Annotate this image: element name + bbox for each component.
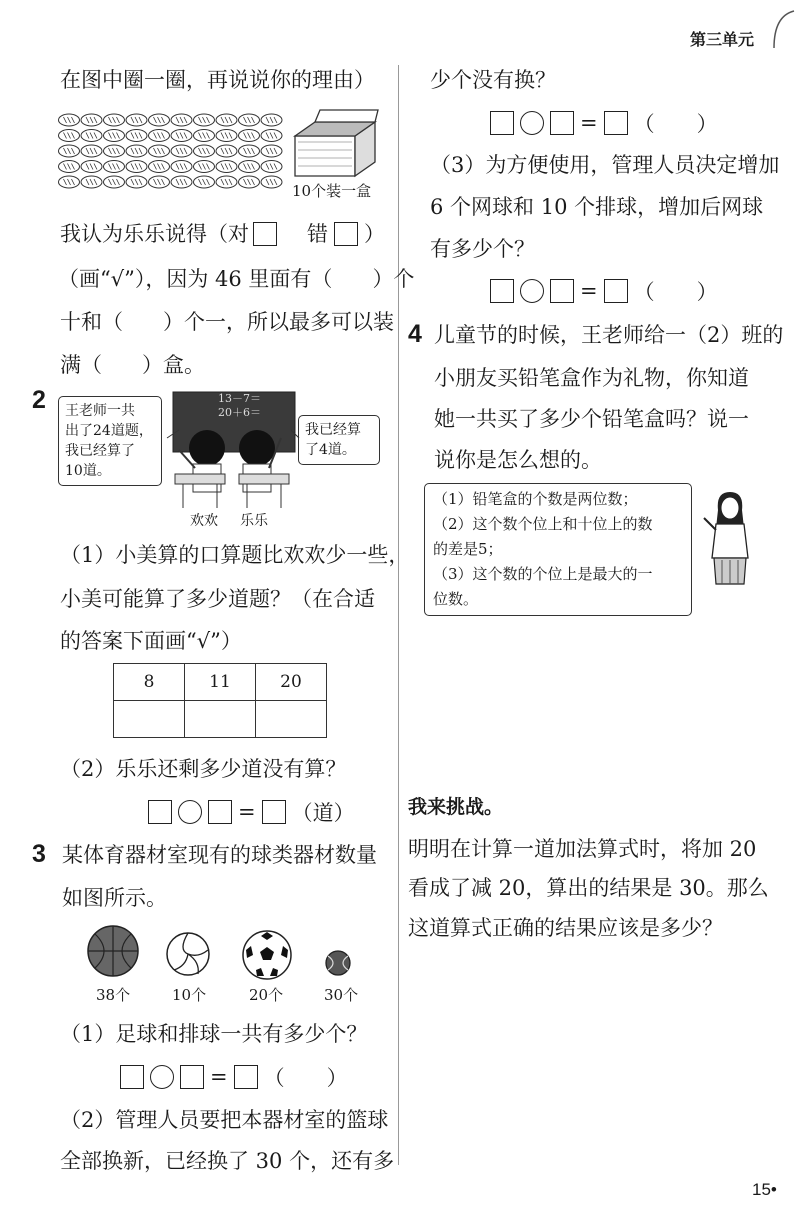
- basketball-icon: [85, 924, 145, 980]
- eq-op-circle[interactable]: [520, 279, 544, 303]
- bread-roll-icon: [104, 176, 125, 188]
- bread-roll-icon: [194, 114, 215, 126]
- eq-unit: （ ）: [633, 112, 718, 136]
- q1-line1-a: 我认为乐乐说得（对: [60, 222, 249, 246]
- q2-sub1-line2: 小美可能算了多少道题？（在合适: [60, 587, 375, 611]
- eq-unit: （道）: [291, 801, 355, 825]
- unit-title: 第三单元: [690, 32, 755, 49]
- q2-equation: = （道）: [148, 797, 355, 827]
- bread-roll-icon: [81, 161, 102, 173]
- eq-box-2[interactable]: [180, 1065, 204, 1089]
- clue-line: （1）铅笔盒的个数是两位数；: [433, 490, 638, 508]
- eq-result-box[interactable]: [604, 111, 628, 135]
- bubble-line: 我已经算: [305, 422, 361, 438]
- q3-sub3-line1: （3）为方便使用，管理人员决定增加: [430, 153, 780, 177]
- box-icon: [290, 108, 382, 178]
- bread-roll-icon: [81, 130, 102, 142]
- eq-op-circle[interactable]: [520, 111, 544, 135]
- bread-roll-icon: [239, 176, 260, 188]
- answer-box-right[interactable]: [253, 222, 277, 246]
- q3-equation-3: = （ ）: [490, 276, 718, 306]
- eq-result-box[interactable]: [234, 1065, 258, 1089]
- volleyball-icon: [164, 930, 212, 978]
- bread-roll-icon: [59, 114, 80, 126]
- bread-roll-icon: [261, 176, 282, 188]
- bread-roll-icon: [104, 114, 125, 126]
- bread-roll-icon: [81, 176, 102, 188]
- bread-roll-icon: [126, 176, 147, 188]
- clue-box: [424, 483, 692, 616]
- option-20: 20: [256, 664, 327, 701]
- bread-roll-icon: [104, 161, 125, 173]
- name-huanhuan: 欢欢: [190, 513, 218, 529]
- bread-roll-icon: [194, 161, 215, 173]
- q4-number: 4: [408, 320, 422, 348]
- bread-roll-icon: [261, 145, 282, 157]
- bread-roll-icon: [126, 130, 147, 142]
- option-check-20[interactable]: [256, 701, 327, 738]
- q3-equation-1: = （ ）: [120, 1062, 348, 1092]
- bubble-line: 出了24道题，: [65, 423, 153, 439]
- bubble-line: 王老师一共: [65, 403, 135, 419]
- q2-sub1-line3: 的答案下面画“√”）: [60, 629, 242, 653]
- bread-roll-icon: [239, 114, 260, 126]
- soccer-ball-icon: [240, 928, 294, 982]
- bread-roll-icon: [149, 114, 170, 126]
- q3-sub2-line1: （2）管理人员要把本器材室的篮球: [60, 1108, 389, 1132]
- clue-line: 的差是5；: [433, 540, 503, 558]
- bread-roll-icon: [216, 114, 237, 126]
- eq-box-1[interactable]: [120, 1065, 144, 1089]
- challenge-line1: 明明在计算一道加法算式时，将加 20: [408, 837, 757, 861]
- bread-roll-icon: [216, 145, 237, 157]
- bread-roll-icon: [261, 114, 282, 126]
- clue-line: （3）这个数的个位上是最大的一: [433, 565, 653, 583]
- q1-line3: [60, 310, 394, 334]
- bread-roll-icon: [59, 130, 80, 142]
- bread-roll-icon: [171, 114, 192, 126]
- bread-roll-icon: [261, 161, 282, 173]
- bubble-line: 了4道。: [305, 442, 356, 458]
- column-divider: [398, 65, 399, 1165]
- tennis-ball-icon: [323, 948, 353, 978]
- speech-bubble-huanhuan: [58, 396, 162, 486]
- option-check-11[interactable]: [185, 701, 256, 738]
- bread-roll-icon: [239, 161, 260, 173]
- q3-sub3-line2: 6 个网球和 10 个排球，增加后网球: [430, 195, 764, 219]
- clue-line: 位数。: [433, 590, 479, 608]
- q4-text-line4: 说你是怎么想的。: [434, 448, 602, 472]
- q1-line2-a: （画“√”），因为 46 里面有（: [58, 267, 333, 291]
- eq-unit: （ ）: [633, 280, 718, 304]
- corner-curve-icon: [766, 8, 796, 53]
- q3-text-line1: 某体育器材室现有的球类器材数量: [62, 843, 377, 867]
- q1-line1-c: ）: [364, 222, 385, 246]
- bread-roll-icon: [194, 176, 215, 188]
- volleyball-count: 10个: [172, 986, 207, 1004]
- basketball-count: 38个: [96, 986, 131, 1004]
- q4-text-line2: 小朋友买铅笔盒作为礼物，你知道: [434, 366, 749, 390]
- q1-line3-a: 十和（: [60, 310, 123, 334]
- bread-roll-icon: [261, 130, 282, 142]
- bread-roll-icon: [149, 145, 170, 157]
- bread-roll-icon: [171, 145, 192, 157]
- option-8: 8: [114, 664, 185, 701]
- answer-box-wrong[interactable]: [334, 222, 358, 246]
- soccer-count: 20个: [249, 986, 284, 1004]
- bread-roll-icon: [239, 130, 260, 142]
- eq-box-1[interactable]: [148, 800, 172, 824]
- bread-roll-icon: [81, 145, 102, 157]
- eq-box-1[interactable]: [490, 279, 514, 303]
- bread-roll-icon: [216, 176, 237, 188]
- eq-op-circle[interactable]: [150, 1065, 174, 1089]
- q3-sub1: （1）足球和排球一共有多少个？: [60, 1022, 368, 1046]
- option-11: 11: [185, 664, 256, 701]
- bread-roll-icon: [216, 130, 237, 142]
- bread-roll-icon: [126, 114, 147, 126]
- page-number: 15•: [752, 1180, 777, 1199]
- eq-op-circle[interactable]: [178, 800, 202, 824]
- bread-roll-icon: [59, 176, 80, 188]
- bread-roll-icon: [171, 161, 192, 173]
- q4-text-line1: 儿童节的时候，王老师给一（2）班的: [434, 323, 784, 347]
- bread-roll-icon: [149, 176, 170, 188]
- q4-text-line3: 她一共买了多少个铅笔盒吗？说一: [434, 407, 749, 431]
- speech-bubble-lele: [298, 415, 380, 465]
- eq-unit: （ ）: [263, 1066, 348, 1090]
- eq-box-1[interactable]: [490, 111, 514, 135]
- q1-line4-b: ）盒。: [142, 353, 205, 377]
- q1-line2-b: ）个: [372, 267, 415, 291]
- bread-roll-icon: [104, 145, 125, 157]
- q2-number: 2: [32, 386, 46, 414]
- q1-line2: [58, 267, 414, 291]
- q1-line4: [60, 353, 205, 377]
- q1-line3-b: ）个一，所以最多可以装: [163, 310, 394, 334]
- eq-result-box[interactable]: [262, 800, 286, 824]
- board-text: [218, 392, 261, 420]
- bread-icon: [58, 112, 290, 192]
- bread-roll-icon: [59, 161, 80, 173]
- bread-roll-icon: [194, 130, 215, 142]
- challenge-title: 我来挑战。: [408, 796, 504, 818]
- bread-roll-icon: [104, 130, 125, 142]
- teacher-icon: [700, 488, 760, 588]
- q2-sub1-line1: （1）小美算的口算题比欢欢少一些，: [60, 543, 410, 567]
- bread-roll-icon: [81, 114, 102, 126]
- q3-equation-2: = （ ）: [490, 108, 718, 138]
- eq-box-2[interactable]: [550, 111, 574, 135]
- eq-box-2[interactable]: [550, 279, 574, 303]
- q2-options-table: [113, 663, 327, 738]
- bread-roll-icon: [149, 130, 170, 142]
- q1-intro: 在图中圈一圈，再说说你的理由）: [60, 68, 375, 92]
- q1-line1-b: 错: [307, 222, 328, 246]
- q2-sub2: （2）乐乐还剩多少道没有算？: [60, 757, 347, 781]
- bread-roll-icon: [149, 161, 170, 173]
- bubble-line: 我已经算了: [65, 443, 135, 459]
- name-lele: 乐乐: [240, 513, 268, 529]
- q3-sub2-cont: 少个没有换？: [430, 68, 556, 92]
- page-number-value: 15: [752, 1180, 771, 1199]
- q3-sub3-line3: 有多少个？: [430, 237, 535, 261]
- q3-text-line2: 如图所示。: [62, 886, 167, 910]
- bread-roll-icon: [239, 145, 260, 157]
- board-line: 20＋6＝: [218, 406, 261, 419]
- option-check-8[interactable]: [114, 701, 185, 738]
- challenge-line3: 这道算式正确的结果应该是多少？: [408, 916, 723, 940]
- bread-roll-icon: [126, 161, 147, 173]
- q3-number: 3: [32, 840, 46, 868]
- box-caption: 10个装一盒: [292, 182, 372, 200]
- clue-line: （2）这个数个位上和十位上的数: [433, 515, 653, 533]
- q3-sub2-line2: 全部换新，已经换了 30 个，还有多: [60, 1149, 395, 1173]
- eq-box-2[interactable]: [208, 800, 232, 824]
- q1-line1: [60, 222, 385, 246]
- bread-roll-icon: [171, 130, 192, 142]
- bread-roll-icon: [171, 176, 192, 188]
- board-line: 13－7＝: [218, 392, 261, 405]
- tennis-count: 30个: [324, 986, 359, 1004]
- bubble-line: 10道。: [65, 463, 111, 479]
- bread-roll-icon: [216, 161, 237, 173]
- bread-roll-icon: [126, 145, 147, 157]
- challenge-line2: 看成了减 20，算出的结果是 30。那么: [408, 876, 769, 900]
- bread-roll-icon: [59, 145, 80, 157]
- eq-result-box[interactable]: [604, 279, 628, 303]
- q1-line4-a: 满（: [60, 353, 102, 377]
- bread-roll-icon: [194, 145, 215, 157]
